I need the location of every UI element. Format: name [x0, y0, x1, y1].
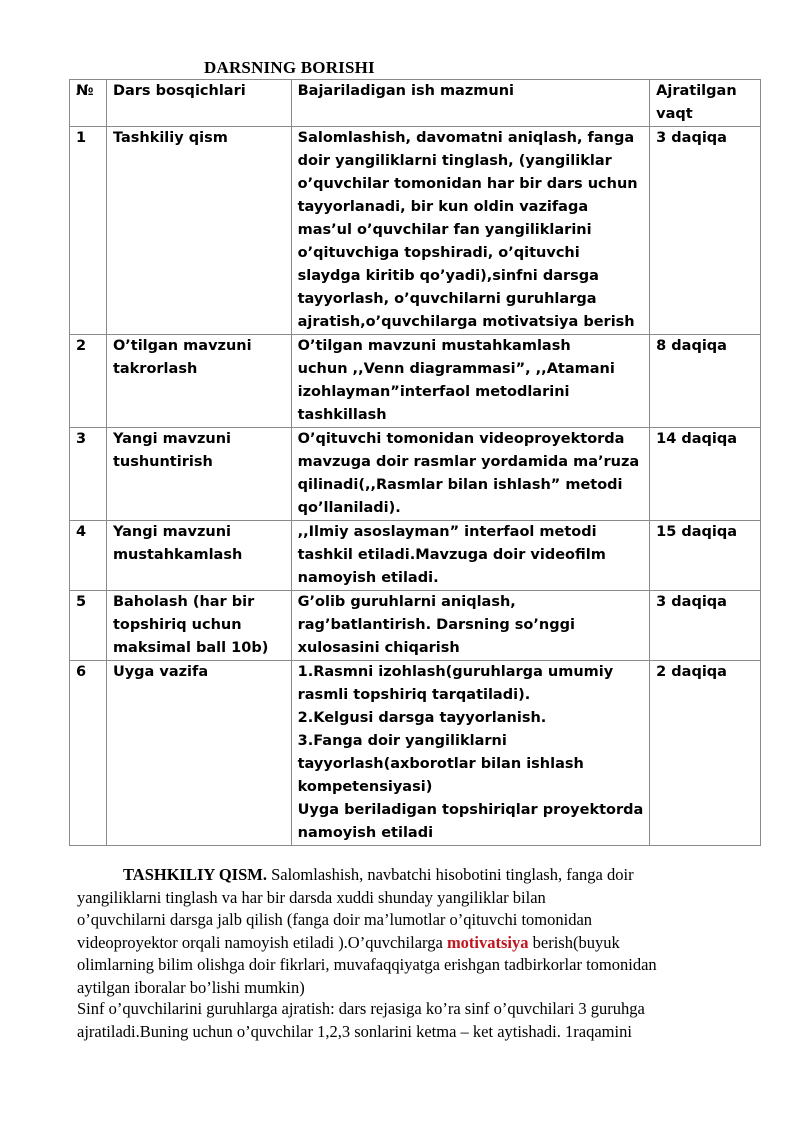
row-number: 3 — [70, 428, 107, 521]
content-line: tayyorlash, o’quvchilarni guruhlarga — [297, 291, 597, 307]
row-number: 5 — [70, 591, 107, 661]
content-line: slaydga kiritib qo’yadi),sinfni darsga — [297, 268, 599, 284]
row-content — [291, 127, 650, 335]
table-header-row — [70, 80, 761, 127]
table-row — [70, 335, 761, 428]
content-line: Uyga beriladigan topshiriqlar proyektorda — [297, 802, 644, 818]
paragraph-line: olimlarning bilim olishga doir fikrlari, muvafaqqiyatga erishgan tadbirkorlar tomonidan — [77, 955, 657, 974]
content-line: tashkil etiladi.Mavzuga doir videofilm — [297, 547, 606, 563]
content-line: O’tilgan mavzuni mustahkamlash — [297, 338, 571, 354]
paragraph-text: Salomlashish, navbatchi hisobotini tinglash, fanga doir — [266, 865, 634, 884]
content-line: xulosasini chiqarish — [297, 640, 460, 656]
table-row — [70, 428, 761, 521]
stage-line: Yangi mavzuni — [112, 524, 232, 540]
stage-line: maksimal ball 10b) — [112, 640, 269, 656]
paragraph-line: o’quvchilarni darsga jalb qilish (fanga doir ma’lumotlar o’qituvchi tomonidan — [77, 910, 593, 929]
paragraph-organizational — [77, 864, 753, 999]
stage-line: Yangi mavzuni — [112, 431, 232, 447]
row-time: 2 daqiqa — [650, 661, 761, 846]
row-stage — [106, 127, 291, 335]
stage-line: takrorlash — [112, 361, 198, 377]
header-content: Bajariladigan ish mazmuni — [291, 80, 650, 127]
content-line: ,,Ilmiy asoslayman” interfaol metodi — [297, 524, 597, 540]
row-stage — [106, 335, 291, 428]
content-line: mavzuga doir rasmlar yordamida ma’ruza — [297, 454, 640, 470]
content-line: qilinadi(,,Rasmlar bilan ishlash” metodi — [297, 477, 623, 493]
row-time: 15 daqiqa — [650, 521, 761, 591]
content-line: namoyish etiladi — [297, 825, 434, 841]
content-line: G’olib guruhlarni aniqlash, — [297, 594, 516, 610]
row-stage — [106, 428, 291, 521]
content-line: rasmli topshiriq tarqatiladi). — [297, 687, 531, 703]
table-body — [70, 127, 761, 846]
stage-line: topshiriq uchun — [112, 617, 242, 633]
content-line: o’quvchilar tomonidan har bir dars uchun — [297, 176, 638, 192]
paragraph-text: berish(buyuk — [528, 932, 620, 952]
content-line: tayyorlanadi, bir kun oldin vazifaga — [297, 199, 589, 215]
paragraph-lead: TASHKILIY QISM. — [123, 865, 267, 884]
row-time: 14 daqiqa — [650, 428, 761, 521]
stage-line: Baholash (har bir — [112, 594, 255, 610]
row-number: 6 — [70, 661, 107, 846]
row-content — [291, 521, 650, 591]
header-time: Ajratilgan vaqt — [650, 80, 761, 127]
content-line: 1.Rasmni izohlash(guruhlarga umumiy — [297, 664, 614, 680]
content-line: tayyorlash(axborotlar bilan ishlash — [297, 756, 584, 772]
row-content — [291, 428, 650, 521]
content-line: O’qituvchi tomonidan videoproyektorda — [297, 431, 625, 447]
row-number: 2 — [70, 335, 107, 428]
content-line: o’qituvchiga topshiradi, o’qituvchi — [297, 245, 580, 261]
content-line: Salomlashish, davomatni aniqlash, fanga — [297, 130, 635, 146]
content-line: 2.Kelgusi darsga tayyorlanish. — [297, 710, 547, 726]
row-time: 3 daqiqa — [650, 591, 761, 661]
table-row — [70, 127, 761, 335]
row-time: 3 daqiqa — [650, 127, 761, 335]
paragraph-line: Sinf o’quvchilarini guruhlarga ajratish: dars rejasiga ko’ra sinf o’quvchilari 3 guruhga — [77, 999, 645, 1018]
row-stage — [106, 521, 291, 591]
paragraph-text: videoproyektor orqali namoyish etiladi ).O’quvchilarga — [77, 932, 447, 952]
content-line: izohlayman”interfaol metodlarini — [297, 384, 570, 400]
lesson-plan-table — [69, 79, 761, 846]
stage-line: mustahkamlash — [112, 547, 243, 563]
paragraph-line — [77, 932, 753, 955]
table-row — [70, 661, 761, 846]
row-stage — [106, 591, 291, 661]
row-content — [291, 661, 650, 846]
section-heading: DARSNING BORISHI — [204, 58, 375, 77]
content-line: uchun ,,Venn diagrammasi”, ,,Atamani — [297, 361, 615, 377]
stage-line: O’tilgan mavzuni — [112, 338, 252, 354]
paragraph-grouping — [77, 998, 753, 1043]
row-number: 1 — [70, 127, 107, 335]
header-stage: Dars bosqichlari — [106, 80, 291, 127]
stage-line: tushuntirish — [112, 454, 213, 470]
content-line: mas’ul o’quvchilar fan yangiliklarini — [297, 222, 592, 238]
row-time: 8 daqiqa — [650, 335, 761, 428]
row-content — [291, 335, 650, 428]
content-line: rag’batlantirish. Darsning so’nggi — [297, 617, 575, 633]
paragraph-line: aytilgan iboralar bo’lishi mumkin) — [77, 977, 305, 997]
stage-line: Tashkiliy qism — [112, 130, 228, 146]
paragraph-line: ajratiladi.Buning uchun o’quvchilar 1,2,3 sonlarini ketma – ket aytishadi. 1raqamini — [77, 1021, 632, 1041]
content-line: ajratish,o’quvchilarga motivatsiya berish — [297, 314, 635, 330]
content-line: qo’llaniladi). — [297, 500, 401, 516]
content-line: namoyish etiladi. — [297, 570, 439, 586]
content-line: 3.Fanga doir yangiliklarni — [297, 733, 507, 749]
paragraph-line: yangiliklarni tinglash va har bir darsda xuddi shunday yangiliklar bilan — [77, 887, 546, 907]
content-line: tashkillash — [297, 407, 387, 423]
paragraph-line — [77, 864, 753, 887]
highlight-motivation: motivatsiya — [446, 932, 529, 952]
row-content — [291, 591, 650, 661]
table-row — [70, 591, 761, 661]
row-number: 4 — [70, 521, 107, 591]
table-row — [70, 521, 761, 591]
header-number: № — [70, 80, 107, 127]
stage-line: Uyga vazifa — [112, 664, 209, 680]
content-line: doir yangiliklarni tinglash, (yangiliklar — [297, 153, 612, 169]
row-stage — [106, 661, 291, 846]
content-line: kompetensiyasi) — [297, 779, 433, 795]
